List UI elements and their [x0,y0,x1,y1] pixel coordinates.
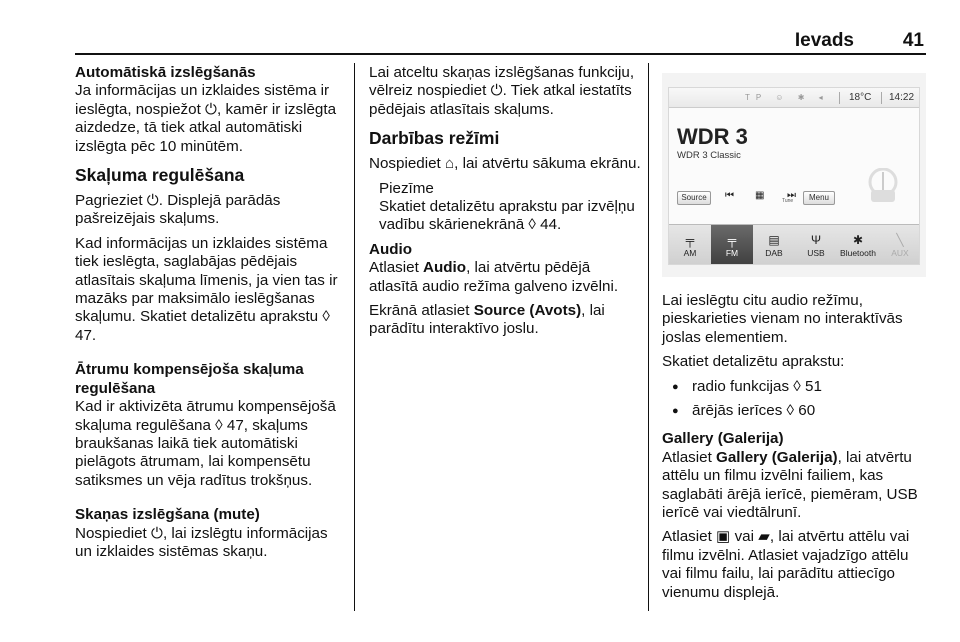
auto-off-text: Ja informācijas un izklaides sistēma ir ieslēgta, nospiežot ⏻, kamēr ir izslēgta aizdedze, tā tiek atkal automātiski izslēgta pēc 10 minūtēm. [75,82,337,155]
note-heading: Piezīme [379,179,434,197]
source-dab[interactable]: ▤ DAB [753,225,795,265]
source-aux[interactable]: ╲ AUX [879,225,920,265]
auto-off-heading: Automātiskā izslēgšanās [75,64,256,81]
modes-heading: Darbības režīmi [369,128,500,149]
source-usb[interactable]: Ψ USB [795,225,837,265]
speed-volume-heading: Ātrumu kompensējoša skaļuma regulēšana [75,361,304,397]
mute-heading: Skaņas izslēgšana (mute) [75,506,260,524]
list-item: ● ārējās ierīces ◊ 60 [672,402,932,420]
section-title: Ievads [794,30,854,51]
reference-list [662,378,932,421]
usb-icon: Ψ [810,233,822,247]
modes-text: Nospiediet ⌂, lai atvērtu sākuma ekrānu. [369,155,641,173]
source-term: Source (Avots) [473,302,582,320]
volume-heading: Skaļuma regulēšana [75,165,245,186]
column-divider-2 [648,63,649,611]
unmute-text: Lai atceltu skaņas izslēgšanas funkciju, vēlreiz nospiediet ⏻. Tiek atkal iestatīts pēdējais atlasītais skaļums. [369,64,635,118]
audio-text: Atlasiet Audio, lai atvērtu pēdējā atlasītā audio režīma galveno izvēlni. [369,259,619,295]
seek-back-icon[interactable]: ⏮ [725,190,734,201]
fm-antenna-icon [865,168,901,204]
source-bluetooth[interactable]: ✱ Bluetooth [837,225,879,265]
antenna-icon: ╤ [727,233,737,247]
column-divider-1 [354,63,355,611]
infotainment-screen-image [662,73,926,277]
status-bar [669,88,920,108]
tune-label: Tune [782,198,794,204]
speed-volume-text: Kad ir aktivizēta ātrumu kompensējošā skaļuma regulēšana ◊ 47, skaļums braukšanas laikā tiek automātiski pielāgots ātrumam, lai kompensētu satiksmes un vēja radītus trokšņus. [75,398,336,489]
source-fm[interactable]: ╤ FM [711,225,753,265]
mute-text: Nospiediet ⏻, lai izslēgtu informācijas un izklaides sistēmas skaņu. [75,524,328,560]
source-am[interactable]: ╤ AM [669,225,711,265]
seek-forward-icon[interactable]: ⏭ [787,190,796,201]
source-text: Ekrānā atlasiet Source (Avots), lai parādītu interaktīvo joslu. [369,302,605,338]
dab-icon: ▤ [768,233,780,247]
volume-text-1: Pagrieziet ⏻. Displejā parādās pašreizējais skaļums. [75,192,281,228]
audio-heading: Audio [369,240,413,258]
bluetooth-icon: ✱ [852,233,864,247]
source-button[interactable]: Source [677,191,711,205]
aux-icon: ╲ [896,233,904,247]
column-3 [662,292,932,608]
gallery-term: Gallery (Galerija) [716,448,838,466]
header-rule [75,53,926,55]
note-text: Skatiet detalizētu aprakstu par izvēļņu vadību skārienekrānā ◊ 44. [379,198,635,234]
interaction-selector-bar [669,224,920,265]
station-name: WDR 3 [677,124,748,149]
audio-term: Audio [423,259,467,277]
tune-list-icon[interactable]: ▦ [755,190,765,201]
clock-readout: 14:22 [889,92,915,103]
gallery-heading: Gallery (Galerija) [662,430,784,448]
antenna-icon: ╤ [685,233,695,247]
screen-display [668,87,920,265]
list-item: ● radio funkcijas ◊ 51 [672,378,932,396]
menu-button[interactable]: Menu [803,191,835,205]
temperature-readout: 18°C [849,92,872,103]
column-1 [75,64,347,567]
volume-text-2: Kad informācijas un izklaides sistēma tiek ieslēgta, saglabājas pēdējais atlasītais skaļuma līmenis, ja vien tas ir mazāks par maksimālo ieslēgšanas skaļumu. Skatiet detalizētu aprakstu ◊ 47. [75,234,338,344]
column-2 [369,64,641,345]
page-header [75,28,926,52]
see-details-text: Skatiet detalizētu aprakstu: [662,353,845,371]
station-subtitle: WDR 3 Classic [677,150,741,161]
gallery-text: Atlasiet Gallery (Galerija), lai atvērtu attēlu un filmu izvēlni failiem, kas saglabāti ārējā ierīcē, piemēram, USB ierīcē vai viedtālrunī. [662,448,918,522]
status-icons: TP ☺ ✱ ◂ [745,93,829,102]
gallery-text-2: Atlasiet ▣ vai ▰, lai atvērtu attēlu vai filmu izvēlni. Atlasiet vajadzīgo attēlu vai filmu failu, lai parādītu attiecīgo vienumu displejā. [662,528,910,601]
select-mode-text: Lai ieslēgtu citu audio režīmu, pieskarieties vienam no interaktīvās joslas elementiem. [662,292,903,346]
note-block [369,180,641,235]
page-number: 41 [902,30,924,51]
